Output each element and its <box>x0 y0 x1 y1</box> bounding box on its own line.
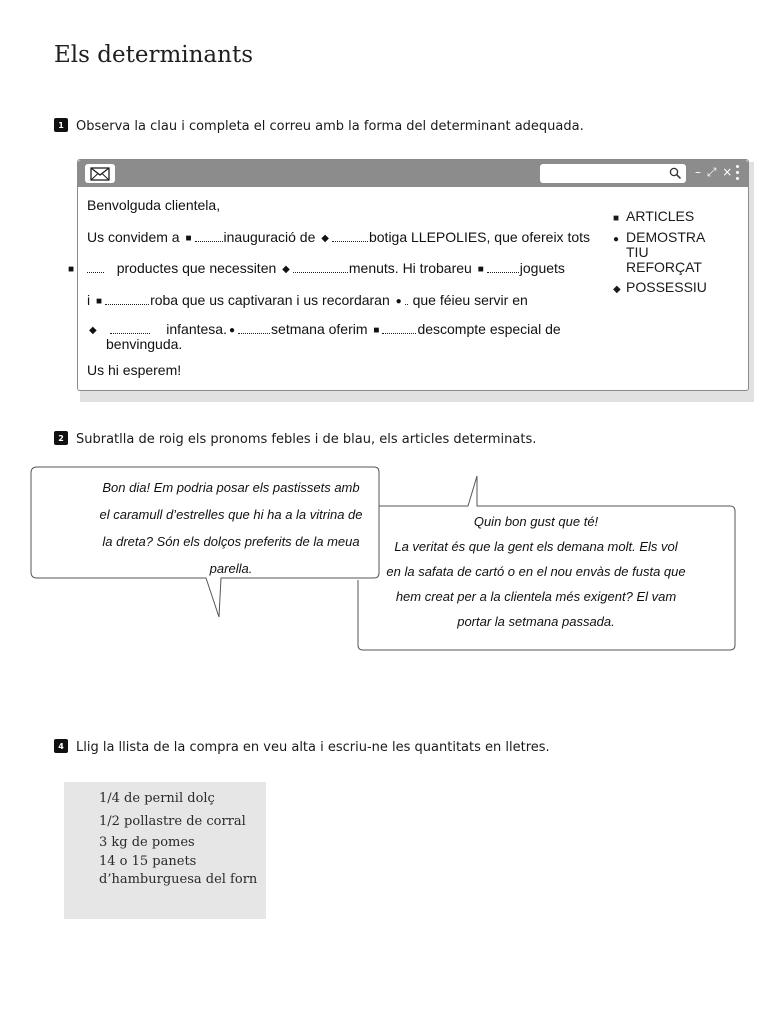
list-item: 1/4 de pernil dolç <box>99 791 215 806</box>
article-square-icon: ■ <box>477 264 484 275</box>
blank-field[interactable] <box>487 262 519 273</box>
exercise-number-1: 1 <box>54 118 68 132</box>
window-controls[interactable]: – ⤢ × <box>695 165 734 179</box>
bubble-left-line: el caramull d’estrelles que hi ha a la vitrina de <box>99 507 363 522</box>
bubble-right-line: portar la setmana passada. <box>457 614 615 629</box>
article-square-icon: ■ <box>96 296 103 307</box>
key-item-articles: ■ ARTICLES <box>613 208 695 224</box>
determinant-key <box>613 209 738 309</box>
email-line-4: ◆ infantesa. ● setmana oferim ■ descompte especial de <box>89 321 561 337</box>
list-item: 1/2 pollastre de corral <box>99 814 246 829</box>
exercise-1-instruction: Observa la clau i completa el correu amb la forma del determinant adequada. <box>76 119 584 134</box>
bubble-right-line: La veritat és que la gent els demana molt. Els vol <box>394 539 678 554</box>
list-item: d’hamburguesa del forn <box>99 872 258 887</box>
blank-field[interactable] <box>105 294 149 305</box>
email-closing: Us hi esperem! <box>87 362 182 378</box>
article-square-icon: ■ <box>185 233 192 244</box>
article-square-icon: ■ <box>373 325 380 336</box>
email-line-3: i ■ roba que us captivaran i us recordaran ● que féieu servir en <box>87 292 528 308</box>
email-search-input[interactable] <box>540 164 686 183</box>
article-square-icon: ■ <box>68 264 75 275</box>
blank-field[interactable] <box>87 262 104 273</box>
email-line-2: ■ productes que necessiten ◆ menuts. Hi trobareu ■ joguets <box>68 260 565 276</box>
exercise-number-2: 2 <box>54 431 68 445</box>
exercise-4-instruction: Llig la llista de la compra en veu alta i escriu-ne les quantitats en lletres. <box>76 740 550 755</box>
bubble-left-line: la dreta? Són els dolços preferits de la meua <box>102 534 360 549</box>
blank-field[interactable] <box>382 323 416 334</box>
possessive-diamond-icon: ◆ <box>321 233 329 244</box>
list-item: 3 kg de pomes <box>99 835 195 850</box>
more-options-icon[interactable] <box>735 164 739 183</box>
blank-field[interactable] <box>110 323 150 334</box>
square-icon: ■ <box>613 213 620 224</box>
page-title: Els determinants <box>54 42 253 68</box>
circle-icon: ● <box>613 234 620 245</box>
key-item-demonstratiu: ● DEMOSTRA TIU REFORÇAT <box>613 229 705 275</box>
diamond-icon: ◆ <box>613 284 621 295</box>
bubble-right-line: Quin bon gust que té! <box>473 514 599 529</box>
key-item-possessiu: ◆ POSSESSIU <box>613 279 707 295</box>
search-icon[interactable] <box>669 167 682 180</box>
exercise-2-instruction: Subratlla de roig els pronoms febles i de blau, els articles determinats. <box>76 432 537 447</box>
blank-field[interactable] <box>332 231 368 242</box>
mail-icon[interactable] <box>85 164 115 183</box>
blank-field[interactable] <box>405 294 408 305</box>
shopping-list-box <box>64 782 266 919</box>
bubble-right-text <box>370 509 702 634</box>
bubble-left-line: Bon dia! Em podria posar els pastissets amb <box>102 480 360 495</box>
exercise-number-4: 4 <box>54 739 68 753</box>
email-titlebar <box>78 160 748 187</box>
demonstrative-circle-icon: ● <box>395 296 402 307</box>
email-line-5: benvinguda. <box>106 336 183 352</box>
bubble-left-line: parella. <box>209 561 253 576</box>
blank-field[interactable] <box>195 231 223 242</box>
possessive-diamond-icon: ◆ <box>89 325 97 336</box>
email-greeting: Benvolguda clientela, <box>87 197 221 213</box>
bubble-left-text <box>88 474 374 582</box>
bubble-right-line: hem creat per a la clientela més exigent? El vam <box>395 589 677 604</box>
demonstrative-circle-icon: ● <box>228 325 236 336</box>
bubble-right-line: en la safata de cartó o en el nou envàs de fusta que <box>386 564 686 579</box>
blank-field[interactable] <box>238 323 270 334</box>
email-line-1: Us convidem a ■ inauguració de ◆ botiga LLEPOLIES, que ofereix tots <box>87 229 591 245</box>
possessive-diamond-icon: ◆ <box>282 264 290 275</box>
list-item: 14 o 15 panets <box>99 854 197 869</box>
blank-field[interactable] <box>293 262 348 273</box>
